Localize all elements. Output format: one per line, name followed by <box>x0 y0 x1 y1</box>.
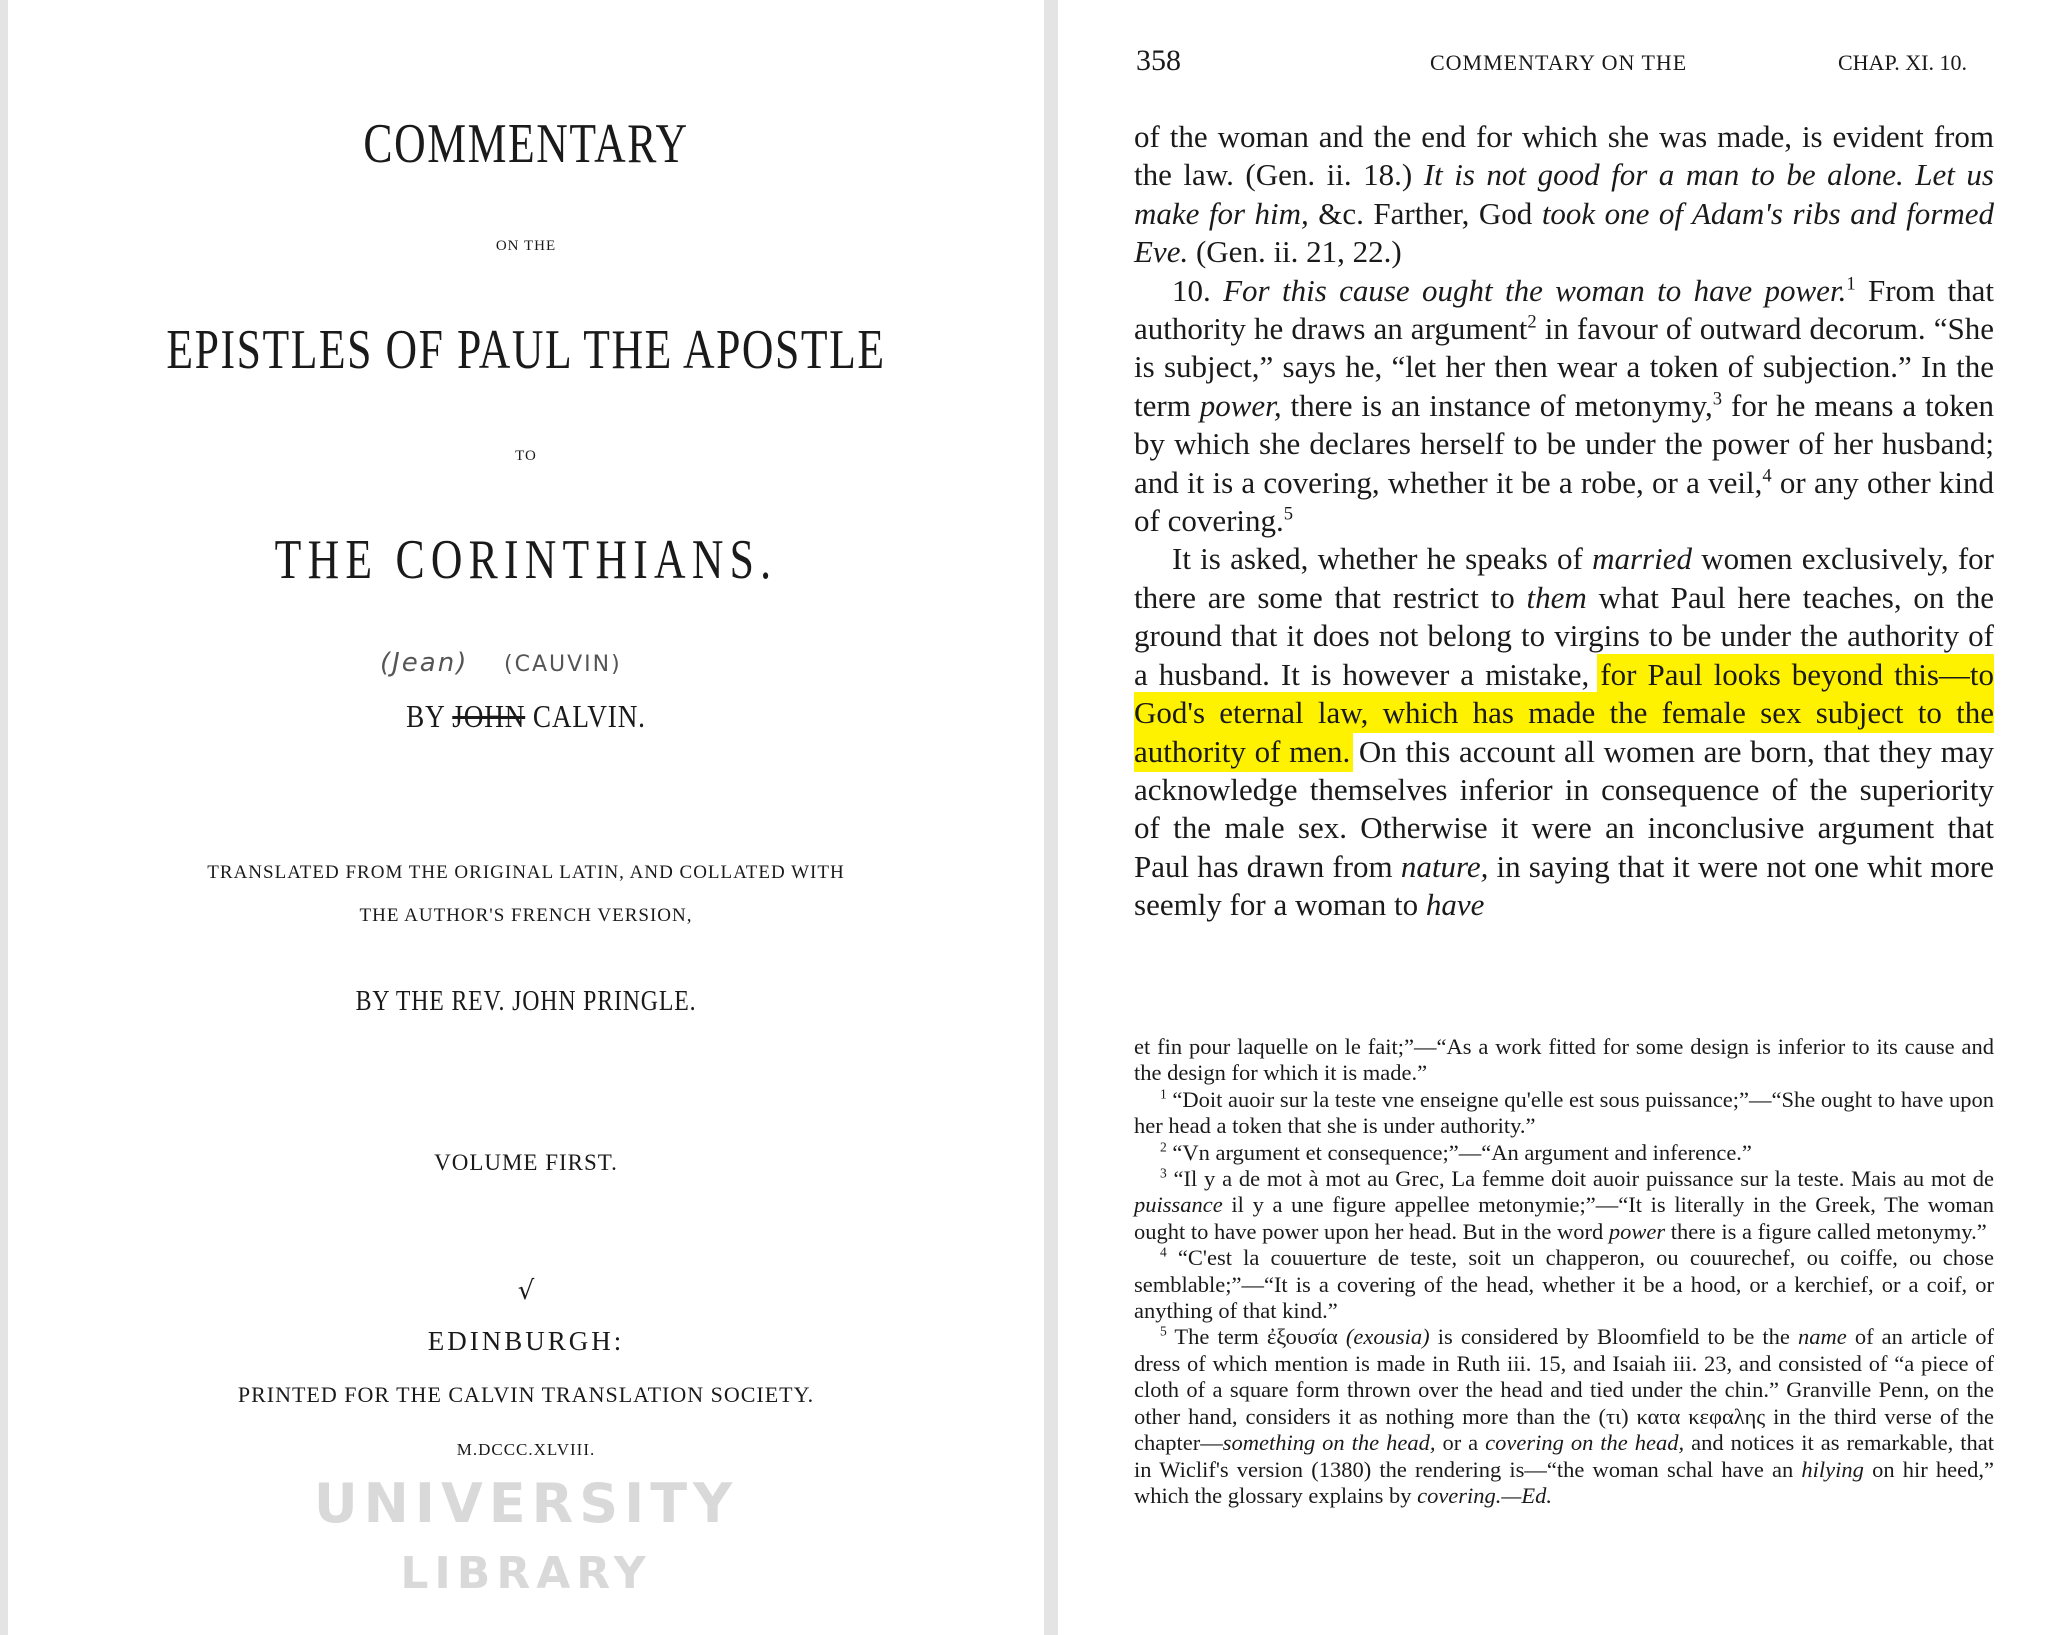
footnote-ref-5: 5 <box>1283 503 1294 525</box>
title-on-the: ON THE <box>495 238 557 254</box>
translator: BY THE REV. JOHN PRINGLE. <box>355 986 697 1017</box>
text-page <box>1058 0 2048 1635</box>
library-stamp-line-1: UNIVERSITY <box>313 1472 739 1535</box>
author-by: BY <box>406 698 445 734</box>
footnote-continuation: et fin pour laquelle on le fait;”—“As a work fitted for some design is inferior to its cause and the design for which it is made.” <box>1134 1034 1994 1086</box>
footnote-ref-3: 3 <box>1712 388 1723 410</box>
highlighted-passage[interactable]: for Paul looks beyond this—to God's eternal law, which has made the female sex subject to the authority of men. <box>1134 656 1994 769</box>
volume: VOLUME FIRST. <box>434 1150 618 1175</box>
footnote-5: $^5$ The term ἐξουσία (exousia) is considered by Bloomfield to be the name of an article of dress of which mention is made in Ruth iii. 15, and Isaiah iii. 23, and consisted of “a piece of cloth of a square form thrown over the head and tied under the chin.” Granville Penn, on the other hand, considers it as nothing more than the (τι) κατα κεφαλης in the third verse of the chapter—something on the head, or a covering on the head, and notices it as remarkable, that in Wiclif's version (1380) the rendering is—“the woman schal have an hilying on hir heed,” which the glossary explains by covering.—Ed. <box>1134 1323 1995 1508</box>
footnotes <box>1134 1034 1994 1509</box>
footnote-ref-4: 4 <box>1762 465 1772 487</box>
body-text <box>1134 118 1994 925</box>
library-stamp-line-2: LIBRARY <box>400 1548 652 1599</box>
title-page <box>8 0 1044 1635</box>
year: M.DCCC.XLVIII. <box>456 1440 596 1459</box>
chapter-reference: CHAP. XI. 10. <box>1838 50 1967 75</box>
translated-line-2: THE AUTHOR'S FRENCH VERSION, <box>359 905 693 926</box>
footnote-2: $^2$ “Vn argument et consequence;”—“An argument and inference.” <box>1160 1139 1752 1165</box>
paragraph-1: of the woman and the end for which she was made, is evident from the law. (Gen. ii. 18.) It is not good for a man to be alone. Let us make for him, &c. Farther, God took one of Adam's ribs and formed Eve. (Gen. ii. 21, 22.) <box>1134 119 1994 270</box>
footnote-3: $^3$ “Il y a de mot à mot au Grec, La femme doit auoir puissance sur la teste. Mais au mot de puissance il y a une figure appellee metonymie;”—“It is literally in the Greek, The woman ought to have power upon her head. But in the word power there is a figure called metonymy.” <box>1134 1165 1994 1244</box>
title-epistles: EPISTLES OF PAUL THE APOSTLE <box>166 319 886 381</box>
running-head: COMMENTARY ON THE <box>1430 50 1688 75</box>
paragraph-3: It is asked, whether he speaks of married women exclusively, for there are some that restrict to them what Paul here teaches, on the ground that it does not belong to virgins to be under the authority of a husband. It is however a mistake, for Paul looks beyond this—to God's eternal law, which has made the female sex subject to the authority of men. On this account all women are born, that they may acknowledge themselves inferior in consequence of the superiority of the male sex. Otherwise it were an inconclusive argument that Paul has drawn from nature, in saying that it were not one whit more seemly for a woman to have <box>1134 541 1995 923</box>
place: EDINBURGH: <box>427 1326 625 1356</box>
author-last-name: CALVIN. <box>532 698 646 734</box>
translated-line-1: TRANSLATED FROM THE ORIGINAL LATIN, AND COLLATED WITH <box>207 862 845 883</box>
author-first-name: JOHN <box>452 698 526 734</box>
check-mark-icon: √ <box>517 1276 535 1306</box>
footnote-ref-2: 2 <box>1527 311 1537 333</box>
title-commentary: COMMENTARY <box>363 113 689 175</box>
footnote-1: $^1$ “Doit auoir sur la teste vne enseigne qu'elle est sous puissance;”—“She ought to have upon her head a token that she is under authority.” <box>1134 1086 1994 1139</box>
footnote-ref-1: 1 <box>1846 273 1856 295</box>
printer: PRINTED FOR THE CALVIN TRANSLATION SOCIETY. <box>237 1382 815 1407</box>
page-number: 358 <box>1136 44 1181 77</box>
title-corinthians: THE CORINTHIANS. <box>274 529 778 591</box>
handwritten-last-name: (CAUVIN) <box>504 652 622 677</box>
paragraph-2: 10. For this cause ought the woman to have power.$^1$ From that authority he draws an argument$^2$ in favour of outward decorum. “She is subject,” says he, “let her then wear a token of subjection.” In the term power, there is an instance of metonymy,$^3$ for he means a token by which she declares herself to be under the power of her husband; and it is a covering, whether it be a robe, or a veil,$^4$ or any other kind of covering.$^5$ <box>1134 272 1994 539</box>
footnote-4: $^4$ “C'est la couuerture de teste, soit un chapperon, ou couurechef, ou coiffe, ou chose semblable;”—“It is a covering of the head, whether it be a hood, or a kerchief, or a coif, or anything of that kind.” <box>1134 1244 1994 1324</box>
title-to: TO <box>515 448 537 464</box>
author-line <box>86 698 967 735</box>
handwritten-first-name: (Jean) <box>380 648 469 678</box>
